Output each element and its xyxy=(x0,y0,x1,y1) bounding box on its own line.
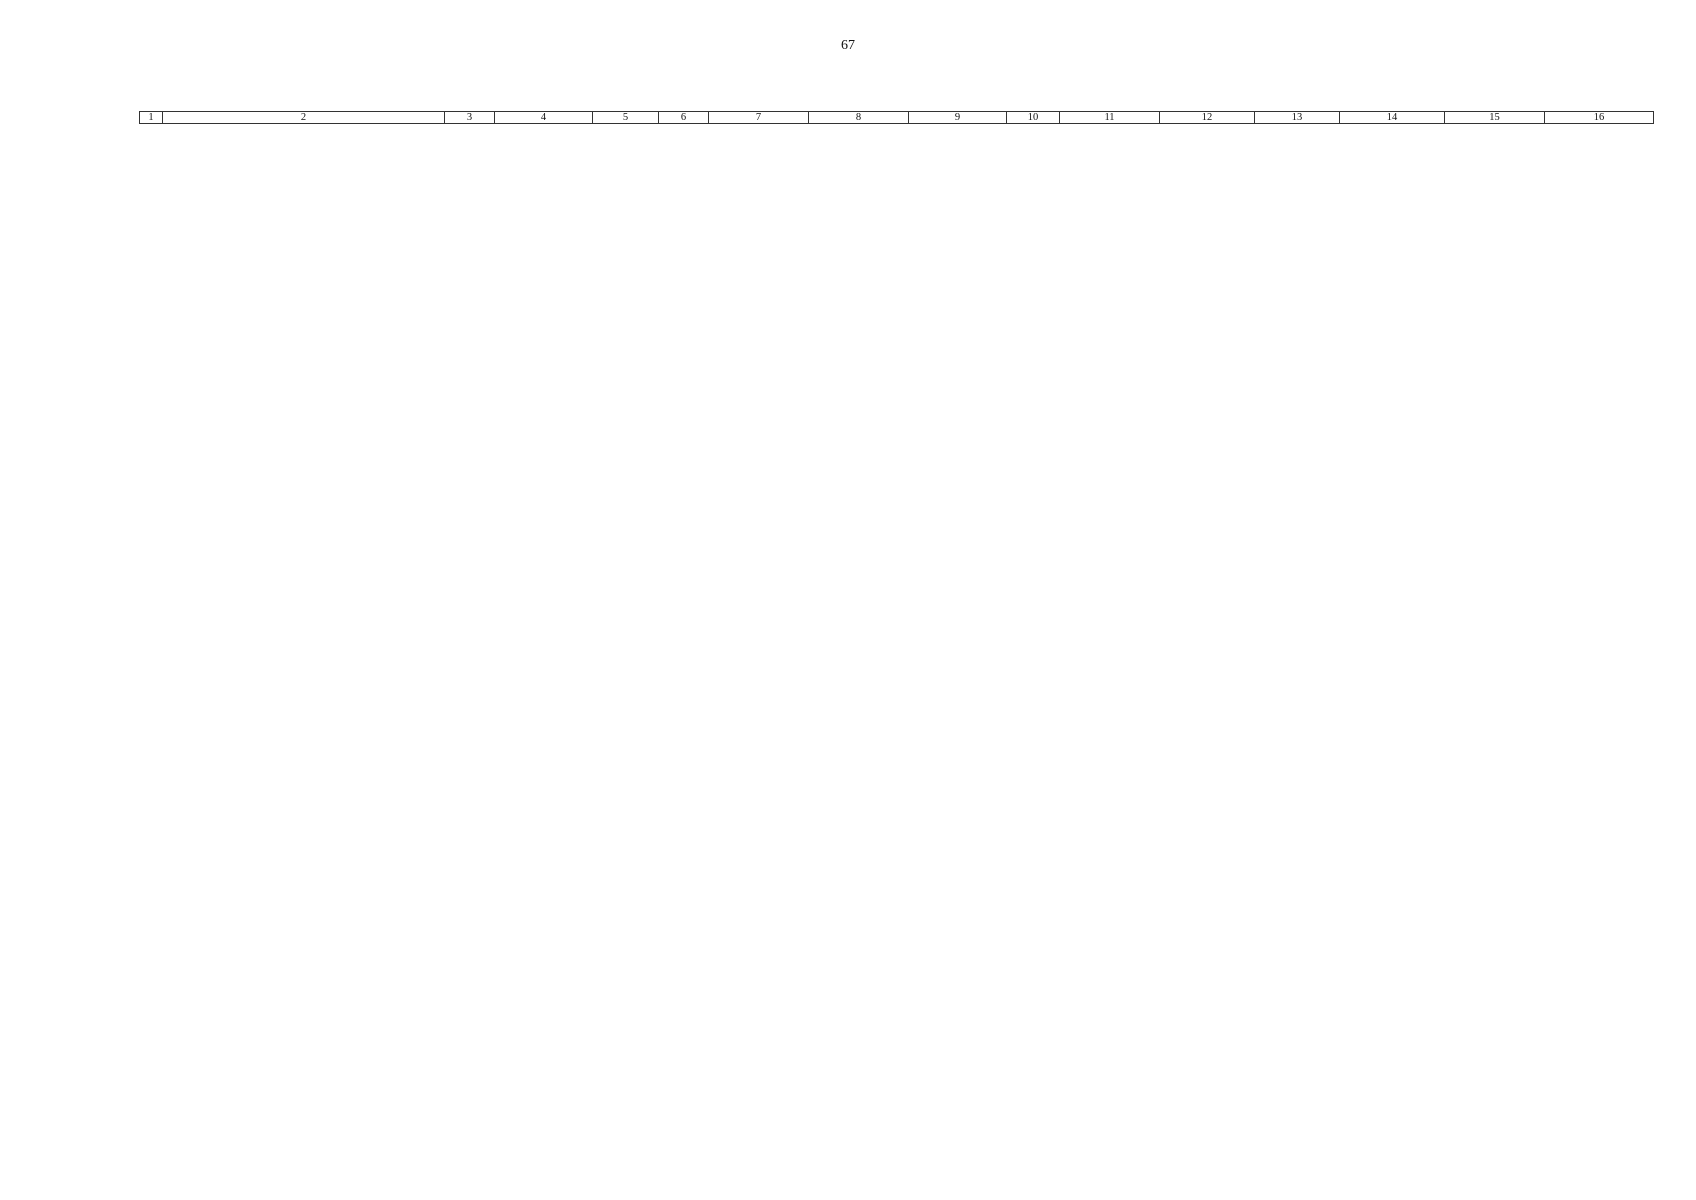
column-number-12: 12 xyxy=(1160,112,1255,124)
column-number-6: 6 xyxy=(659,112,709,124)
column-number-header-row xyxy=(140,112,1654,124)
column-number-16: 16 xyxy=(1545,112,1654,124)
table-body xyxy=(140,112,1654,124)
column-number-11: 11 xyxy=(1060,112,1160,124)
column-number-7: 7 xyxy=(709,112,809,124)
capital-repair-table xyxy=(139,111,1654,124)
column-number-10: 10 xyxy=(1007,112,1060,124)
column-number-3: 3 xyxy=(445,112,495,124)
column-number-13: 13 xyxy=(1255,112,1340,124)
column-number-8: 8 xyxy=(809,112,909,124)
column-number-5: 5 xyxy=(593,112,659,124)
page-number: 67 xyxy=(841,38,855,53)
column-number-15: 15 xyxy=(1445,112,1545,124)
column-number-2: 2 xyxy=(163,112,445,124)
column-number-14: 14 xyxy=(1340,112,1445,124)
column-number-9: 9 xyxy=(909,112,1007,124)
column-number-4: 4 xyxy=(495,112,593,124)
column-number-1: 1 xyxy=(140,112,163,124)
